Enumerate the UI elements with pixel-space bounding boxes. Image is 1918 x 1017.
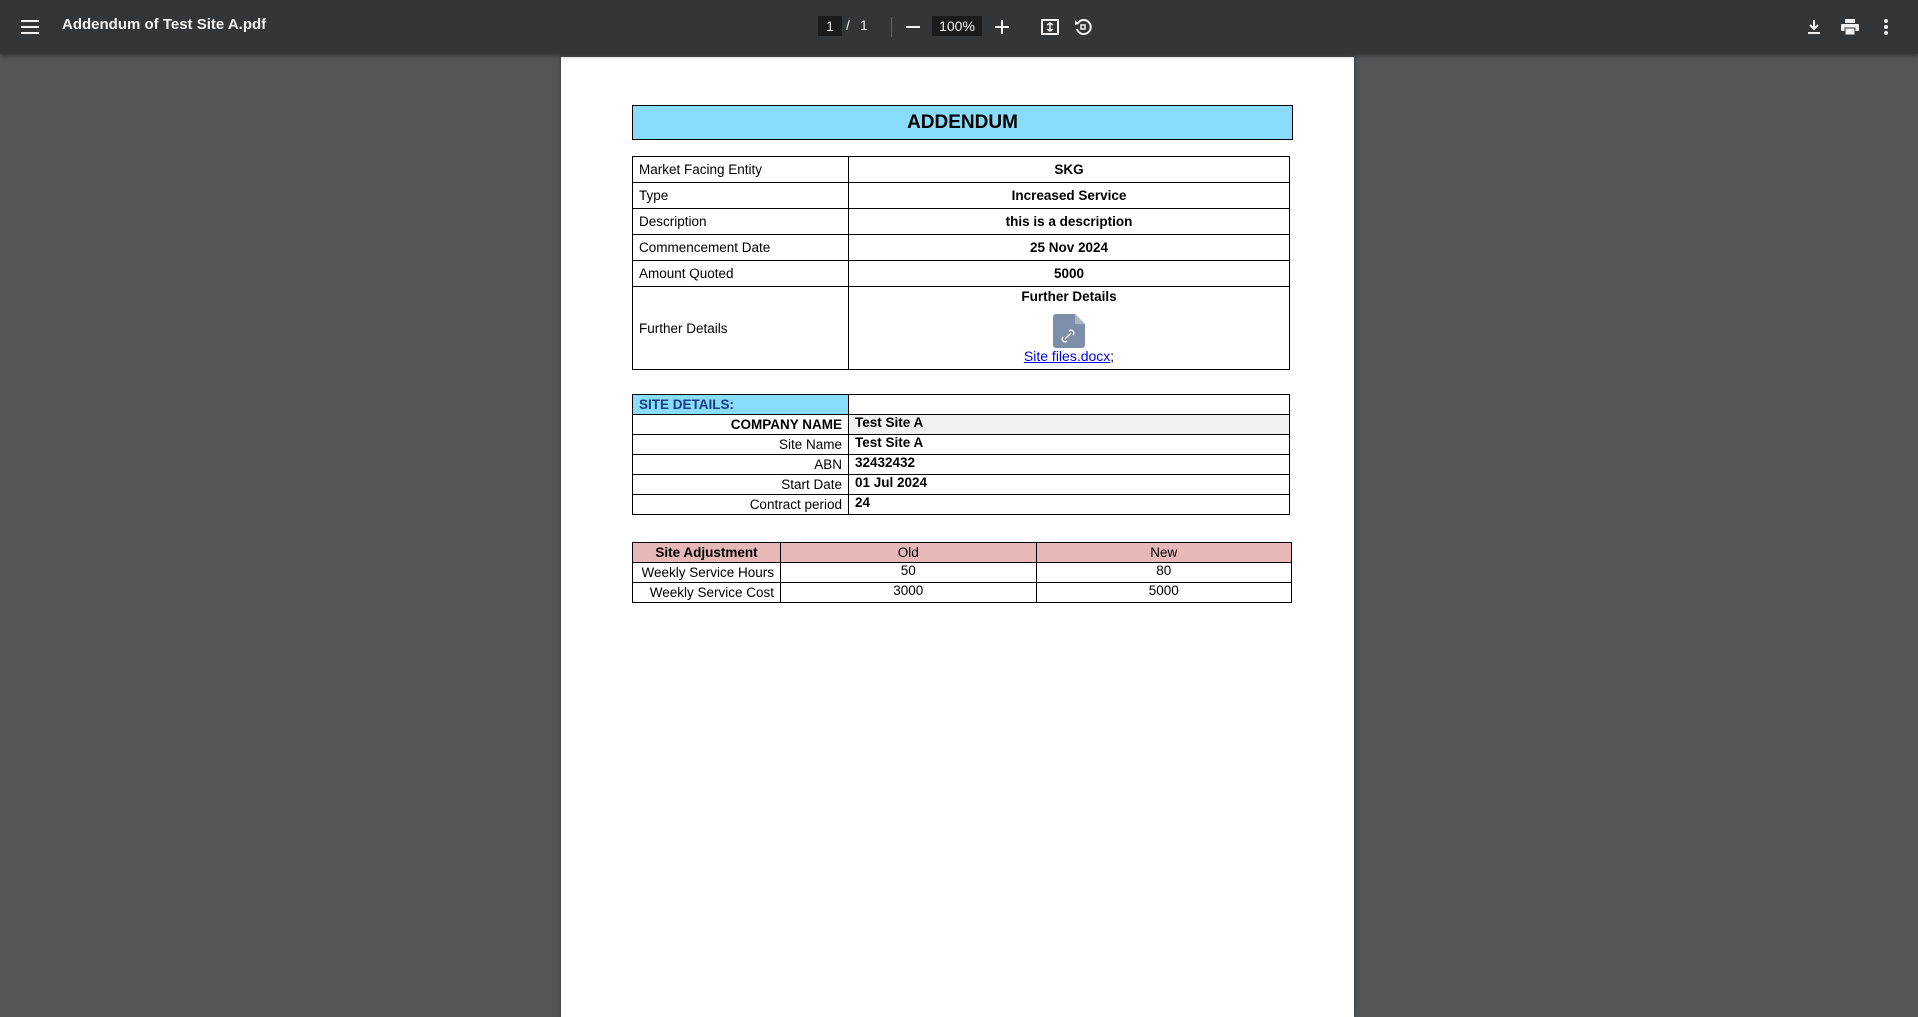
column-header: Site Adjustment: [633, 543, 781, 563]
table-row: [633, 157, 1290, 183]
table-row: [633, 235, 1290, 261]
table-row: [633, 583, 1292, 603]
table-row: [633, 563, 1292, 583]
info-value: SKG: [849, 157, 1290, 183]
adjustment-old: 50: [781, 563, 1037, 583]
zoom-in-icon[interactable]: [988, 13, 1016, 41]
toolbar-divider: [891, 17, 892, 37]
table-row: [633, 455, 1290, 475]
further-details-label: Further Details: [633, 287, 849, 370]
adjustment-label: Weekly Service Cost: [633, 583, 781, 603]
info-label: Description: [633, 209, 849, 235]
table-row: [633, 395, 1290, 415]
page-number-input[interactable]: [818, 16, 842, 36]
info-value: 25 Nov 2024: [849, 235, 1290, 261]
info-value: this is a description: [849, 209, 1290, 235]
table-row: [633, 495, 1290, 515]
site-value: 32432432: [849, 455, 1290, 475]
adjustment-label: Weekly Service Hours: [633, 563, 781, 583]
info-label: Commencement Date: [633, 235, 849, 261]
file-icon[interactable]: [1053, 314, 1085, 348]
info-value: 5000: [849, 261, 1290, 287]
table-row: [633, 475, 1290, 495]
site-value: 01 Jul 2024: [849, 475, 1290, 495]
rotate-icon[interactable]: [1069, 13, 1097, 41]
column-header: New: [1036, 543, 1292, 563]
zoom-level-input[interactable]: [932, 16, 982, 36]
info-value: Increased Service: [849, 183, 1290, 209]
site-label: Contract period: [633, 495, 849, 515]
document-title: Addendum of Test Site A.pdf: [62, 16, 267, 33]
zoom-out-icon[interactable]: [899, 13, 927, 41]
info-label: Market Facing Entity: [633, 157, 849, 183]
print-icon[interactable]: [1836, 13, 1864, 41]
pdf-page: [561, 57, 1354, 1017]
table-row: [633, 209, 1290, 235]
info-label: Amount Quoted: [633, 261, 849, 287]
info-label: Type: [633, 183, 849, 209]
table-header-row: [633, 543, 1292, 563]
table-row: [633, 183, 1290, 209]
site-files-link[interactable]: Site files.docx: [1023, 348, 1111, 364]
column-header: Old: [781, 543, 1037, 563]
page-total: 1: [860, 17, 868, 33]
table-row: [633, 261, 1290, 287]
adjustment-old: 3000: [781, 583, 1037, 603]
download-icon[interactable]: [1800, 13, 1828, 41]
site-label: Site Name: [633, 435, 849, 455]
fit-page-icon[interactable]: [1036, 13, 1064, 41]
site-label: Start Date: [633, 475, 849, 495]
site-value: Test Site A: [849, 415, 1290, 435]
info-table: [632, 156, 1290, 370]
site-adjustment-table: [632, 542, 1292, 603]
further-details-cell: [849, 287, 1290, 370]
addendum-heading: ADDENDUM: [632, 105, 1293, 140]
site-value: 24: [849, 495, 1290, 515]
site-label: ABN: [633, 455, 849, 475]
table-row: [633, 435, 1290, 455]
site-label: COMPANY NAME: [633, 415, 849, 435]
adjustment-new: 80: [1036, 563, 1292, 583]
table-row: [633, 287, 1290, 370]
adjustment-new: 5000: [1036, 583, 1292, 603]
page-separator: /: [846, 17, 850, 33]
site-header-empty: [849, 395, 1290, 415]
link-suffix: ;: [1110, 349, 1115, 364]
menu-icon[interactable]: [16, 13, 44, 41]
further-details-heading: Further Details: [1021, 289, 1117, 304]
site-details-table: [632, 394, 1290, 515]
site-value: Test Site A: [849, 435, 1290, 455]
more-icon[interactable]: [1872, 13, 1900, 41]
table-row: [633, 415, 1290, 435]
pdf-toolbar: [0, 0, 1918, 54]
site-details-header: SITE DETAILS:: [633, 395, 849, 415]
